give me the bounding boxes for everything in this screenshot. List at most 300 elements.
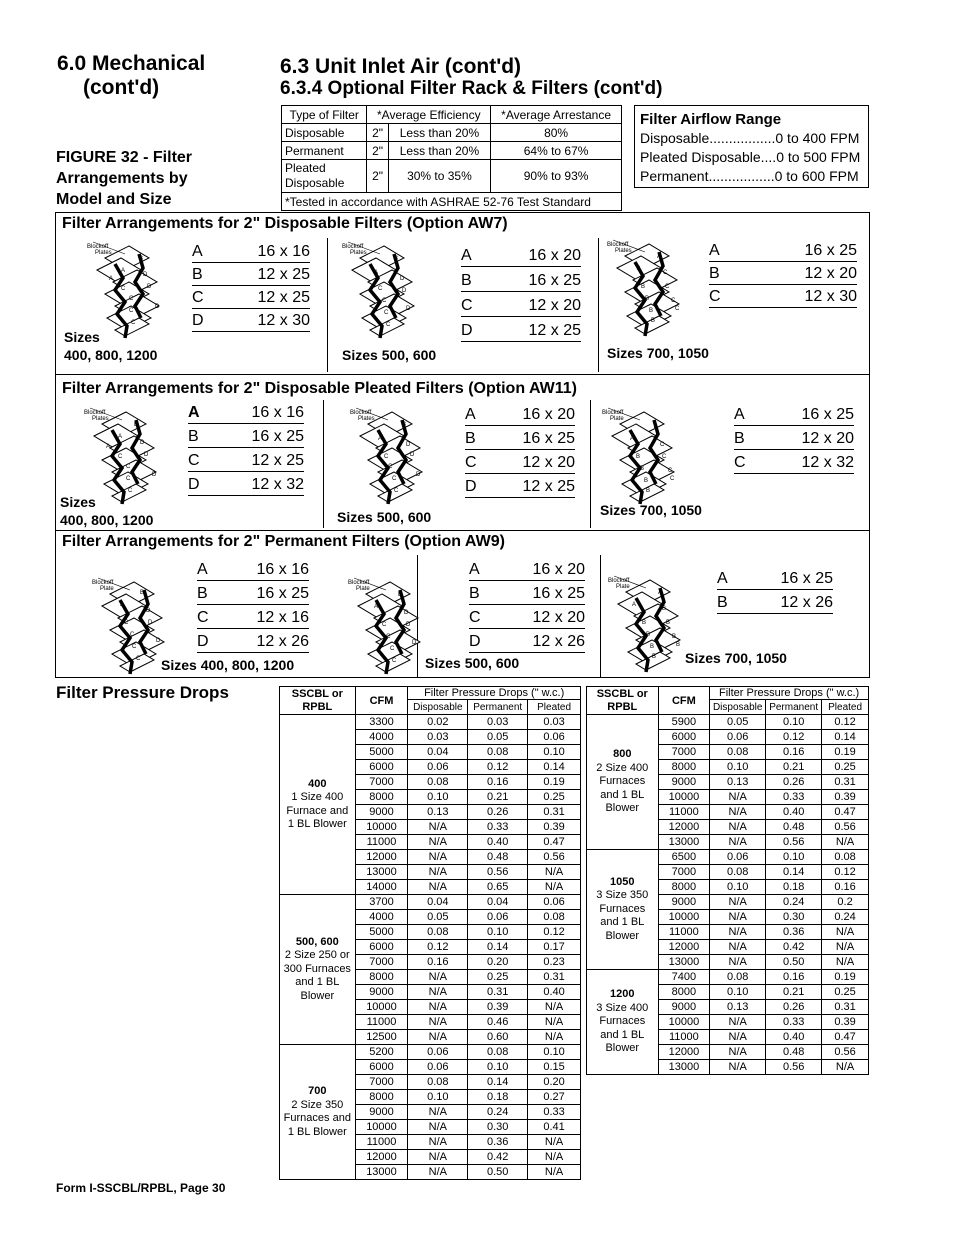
svg-text:B: B	[662, 606, 667, 612]
table-cell: 12000	[658, 820, 710, 835]
table-cell: 0.39	[822, 790, 869, 805]
table-cell: 0.26	[468, 805, 528, 820]
svg-text:D: D	[147, 284, 152, 290]
table-cell: 10000	[355, 820, 408, 835]
table-cell: 11000	[355, 1135, 408, 1150]
svg-text:C: C	[118, 454, 123, 460]
svg-text:D: D	[400, 276, 405, 282]
svg-text:C: C	[128, 488, 133, 494]
svg-text:B: B	[402, 422, 407, 428]
table-cell: 12000	[658, 940, 710, 955]
svg-text:Plate: Plate	[100, 586, 114, 592]
table-cell: 0.10	[408, 1090, 468, 1105]
table-cell: 9000	[658, 775, 710, 790]
table-cell: 12500	[355, 1030, 408, 1045]
table-cell: 0.08	[710, 745, 766, 760]
table-cell: 0.36	[468, 1135, 528, 1150]
table-cell: 0.48	[766, 820, 822, 835]
table-row	[587, 970, 869, 985]
table-cell: 0.10	[468, 1060, 528, 1075]
table-cell: 0.10	[710, 760, 766, 775]
filter-diagram-aw11-2	[348, 406, 448, 506]
table-cell: 0.08	[408, 925, 468, 940]
svg-text:D: D	[416, 472, 421, 478]
svg-text:Plate: Plate	[616, 584, 630, 590]
table-cell: 0.19	[528, 775, 581, 790]
svg-text:Plates: Plates	[92, 416, 109, 422]
table-cell: 0.10	[766, 850, 822, 865]
table-cell: 11000	[658, 925, 710, 940]
svg-text:B: B	[140, 590, 145, 596]
table-cell: 0.12	[468, 760, 528, 775]
figure-caption: FIGURE 32 - Filter Arrangements by Model and Size	[56, 149, 193, 208]
table-cell: 7000	[355, 1075, 408, 1090]
table-cell: 0.36	[766, 925, 822, 940]
table-cell: 0.25	[822, 985, 869, 1000]
svg-text:C: C	[121, 286, 126, 292]
svg-text:A: A	[378, 436, 383, 442]
table-cell: 13000	[658, 835, 710, 850]
table-cell: 9000	[658, 1000, 710, 1015]
svg-text:D: D	[410, 452, 415, 458]
table-cell: 0.48	[766, 1045, 822, 1060]
table-cell: N/A	[408, 835, 468, 850]
svg-text:C: C	[390, 646, 395, 652]
svg-text:D: D	[146, 608, 151, 614]
table-cell: 0.18	[766, 880, 822, 895]
table-cell: 8000	[355, 1090, 408, 1105]
table-cell: N/A	[408, 850, 468, 865]
svg-text:C: C	[126, 464, 131, 470]
table-cell: 0.10	[408, 790, 468, 805]
filter-diagram-aw11-1	[82, 406, 182, 506]
table-cell: 0.40	[766, 805, 822, 820]
table-cell: 0.08	[408, 775, 468, 790]
svg-text:B: B	[640, 466, 645, 472]
svg-text:Blockoff: Blockoff	[350, 410, 372, 416]
section-heading: 6.0 Mechanical	[57, 52, 206, 75]
table-cell: 8000	[658, 760, 710, 775]
table-cell: 0.31	[822, 775, 869, 790]
svg-text:C: C	[388, 464, 393, 470]
svg-text:D: D	[406, 306, 411, 312]
table-cell: N/A	[710, 805, 766, 820]
table-cell: 0.03	[408, 730, 468, 745]
table-cell: N/A	[710, 1060, 766, 1075]
table-cell: 0.26	[766, 775, 822, 790]
svg-text:A: A	[658, 590, 663, 596]
table-row	[280, 715, 581, 730]
svg-text:Blockoff: Blockoff	[602, 410, 624, 416]
table-cell: 0.19	[822, 970, 869, 985]
table-cell: N/A	[710, 910, 766, 925]
filter-diagram-aw7-1	[85, 240, 185, 340]
table-cell: 12000	[658, 1045, 710, 1060]
svg-text:B: B	[394, 256, 399, 262]
table-cell: 0.24	[468, 1105, 528, 1120]
svg-text:Blockoff: Blockoff	[348, 580, 370, 586]
table-cell: 0.16	[408, 955, 468, 970]
table-cell: 0.06	[710, 730, 766, 745]
page-footer: Form I-SSCBL/RPBL, Page 30	[56, 1181, 226, 1195]
svg-text:B: B	[641, 284, 646, 290]
table-row	[587, 715, 869, 730]
table-cell: 0.30	[468, 1120, 528, 1135]
svg-text:A: A	[374, 270, 379, 276]
table-cell: 0.30	[766, 910, 822, 925]
pressure-table-right: SSCBL or RPBL CFM Filter Pressure Drops (" w.c.) Disposable Permanent Pleated 800 2 Size 400 Furnaces and 1 BL Blower 5900 0.05 0.10 0.12 6000 0.06 0.12 0.14 7000 0.08 0.16 0.19 8000 0.10 0.21 0.25 9000 0.13 0.26 0.31 10000 N/A 0.33 0.39 11000 N/A 0.40 0.47 12000 N/A 0.48 0.56 13000 N/A 0.56 N/A 1050 3 Size 350 Furnaces and 1 BL Blower 6500 0.06 0.10 0.08 7000 0.08 0.14 0.12 8000 0.10 0.18 0.16 9000 N/A 0.24 0.2 10000 N/A 0.30 0.24 11000 N/A 0.36 N/A 12000 N/A 0.42 N/A 13000 N/A 0.50 N/A 1200 3 Size 400 Furnaces and 1 BL Blower 7400 0.08 0.16 0.19 8000 0.10 0.21 0.25 9000 0.13 0.26 0.31 10000 N/A 0.33 0.39 11000 N/A 0.40 0.47 12000 N/A 0.48 0.56 13000 N/A 0.56 N/A	[586, 686, 869, 1075]
table-cell: 0.31	[822, 1000, 869, 1015]
model-cell: 500, 600 2 Size 250 or 300 Furnaces and 1 BL Blower	[280, 895, 356, 1045]
model-cell: 800 2 Size 400 Furnaces and 1 BL Blower	[587, 715, 659, 850]
table-cell: 13000	[658, 1060, 710, 1075]
model-cell: 400 1 Size 400 Furnace and 1 BL Blower	[280, 715, 356, 895]
svg-text:C: C	[129, 308, 134, 314]
svg-text:Plates: Plates	[615, 248, 632, 254]
table-cell: 0.08	[468, 745, 528, 760]
table-cell: 0.42	[468, 1150, 528, 1165]
svg-text:B: B	[139, 256, 144, 262]
table-cell: N/A	[710, 895, 766, 910]
dim-list-aw7-2: A 16 x 20 B 16 x 25 C 12 x 20 D 12 x 25	[461, 242, 581, 342]
table-cell: 0.08	[528, 910, 581, 925]
airflow-range-box: Filter Airflow Range Disposable.................0 to 400 FPM Pleated Disposable....0 to 500 FPM Permanent.................0 to 600 FPM	[634, 105, 869, 188]
svg-text:B: B	[676, 642, 681, 648]
svg-text:B: B	[652, 654, 657, 660]
svg-text:B: B	[636, 454, 641, 460]
table-cell: N/A	[822, 1060, 869, 1075]
table-cell: 0.10	[528, 745, 581, 760]
section-title-aw9: Filter Arrangements for 2" Permanent Filters (Option AW9)	[62, 533, 505, 550]
svg-text:C: C	[663, 270, 668, 276]
table-cell: 0.40	[528, 985, 581, 1000]
table-cell: N/A	[408, 820, 468, 835]
svg-text:D: D	[412, 640, 417, 646]
table-cell: 0.25	[528, 790, 581, 805]
table-cell: 8000	[355, 790, 408, 805]
table-cell: 0.03	[468, 715, 528, 730]
table-cell: N/A	[710, 820, 766, 835]
table-cell: 10000	[355, 1000, 408, 1015]
table-cell: N/A	[822, 955, 869, 970]
table-cell: 5200	[355, 1045, 408, 1060]
svg-text:A: A	[118, 434, 123, 440]
svg-text:B: B	[649, 308, 654, 314]
svg-text:C: C	[386, 322, 391, 328]
svg-text:D: D	[406, 622, 411, 628]
table-cell: N/A	[710, 940, 766, 955]
svg-text:Plates: Plates	[95, 250, 112, 256]
table-cell: 0.19	[822, 745, 869, 760]
filter-diagram-aw11-3	[600, 406, 700, 506]
table-cell: 11000	[355, 1015, 408, 1030]
table-cell: 5000	[355, 745, 408, 760]
table-cell: 10000	[658, 790, 710, 805]
table-cell: 13000	[355, 1165, 408, 1180]
svg-text:B: B	[646, 632, 651, 638]
table-cell: N/A	[528, 1150, 581, 1165]
table-cell: N/A	[408, 1015, 468, 1030]
sizes-label-aw11-2: Sizes 500, 600	[337, 509, 432, 525]
table-cell: 0.16	[766, 745, 822, 760]
svg-text:C: C	[670, 476, 675, 482]
table-cell: 0.33	[766, 790, 822, 805]
table-cell: N/A	[408, 970, 468, 985]
svg-text:B: B	[644, 478, 649, 484]
page-title: 6.3 Unit Inlet Air (cont'd)	[280, 55, 522, 78]
table-cell: N/A	[528, 1000, 581, 1015]
svg-text:C: C	[124, 620, 129, 626]
table-cell: 0.21	[766, 985, 822, 1000]
svg-text:C: C	[126, 476, 131, 482]
table-cell: 0.13	[710, 775, 766, 790]
table-cell: 5900	[658, 715, 710, 730]
svg-text:D: D	[148, 620, 153, 626]
table-cell: N/A	[408, 1000, 468, 1015]
table-cell: 0.56	[468, 865, 528, 880]
table-cell: 0.46	[468, 1015, 528, 1030]
table-cell: 0.14	[468, 1075, 528, 1090]
pressure-table-left: SSCBL or RPBL CFM Filter Pressure Drops (" w.c.) Disposable Permanent Pleated 400 1 Size 400 Furnace and 1 BL Blower 3300 0.02 0.03 0.03 4000 0.03 0.05 0.06 5000 0.04 0.08 0.10 6000 0.06 0.12 0.14 7000 0.08 0.16 0.19 8000 0.10 0.21 0.25 9000 0.13 0.26 0.31 10000 N/A 0.33 0.39 11000 N/A 0.40 0.47 12000 N/A 0.48 0.56 13000 N/A 0.56 N/A 14000 N/A 0.65 N/A 500, 600 2 Size 250 or 300 Furnaces and 1 BL Blower 3700 0.04 0.04 0.06 4000 0.05 0.06 0.08 5000 0.08 0.10 0.12 6000 0.12 0.14 0.17 7000 0.16 0.20 0.23 8000 N/A 0.25 0.31 9000 N/A 0.31 0.40 10000 N/A 0.39 N/A 11000 N/A 0.46 N/A 12500 N/A 0.60 N/A 700 2 Size 350 Furnaces and 1 BL Blower 5200 0.06 0.08 0.10 6000 0.06 0.10 0.15 7000 0.08 0.14 0.20 8000 0.10 0.18 0.27 9000 N/A 0.24 0.33 10000 N/A 0.30 0.41 11000 N/A 0.36 N/A 12000 N/A 0.42 N/A 13000 N/A 0.50 N/A	[279, 686, 581, 1180]
svg-text:C: C	[136, 656, 141, 662]
table-cell: 0.25	[468, 970, 528, 985]
svg-text:Blockoff: Blockoff	[84, 410, 106, 416]
table-cell: 0.47	[822, 805, 869, 820]
svg-text:A: A	[630, 436, 635, 442]
table-cell: 0.06	[468, 910, 528, 925]
model-cell: 1050 3 Size 350 Furnaces and 1 BL Blower	[587, 850, 659, 970]
svg-text:D: D	[404, 610, 409, 616]
dim-list-aw11-3: A 16 x 25 B 12 x 20 C 12 x 32	[734, 402, 854, 474]
svg-text:A: A	[121, 268, 126, 274]
svg-text:B: B	[134, 422, 139, 428]
filter-diagram-aw7-2	[340, 240, 440, 340]
svg-text:C: C	[392, 658, 397, 664]
table-cell: 0.05	[710, 715, 766, 730]
table-cell: 0.31	[528, 970, 581, 985]
svg-text:B: B	[645, 296, 650, 302]
table-cell: 8000	[658, 985, 710, 1000]
section-heading-cont: (cont'd)	[83, 76, 160, 99]
table-cell: 0.04	[408, 895, 468, 910]
table-cell: 10000	[658, 1015, 710, 1030]
table-cell: 12000	[355, 1150, 408, 1165]
svg-text:Plates: Plates	[358, 416, 375, 422]
section-title-aw11: Filter Arrangements for 2" Disposable Pleated Filters (Option AW11)	[62, 380, 577, 397]
table-cell: 0.06	[408, 1045, 468, 1060]
table-cell: 14000	[355, 880, 408, 895]
svg-text:C: C	[382, 622, 387, 628]
table-cell: 0.08	[710, 970, 766, 985]
svg-text:C: C	[671, 298, 676, 304]
svg-text:A: A	[632, 602, 637, 608]
table-cell: 0.14	[766, 865, 822, 880]
table-cell: N/A	[710, 925, 766, 940]
table-cell: 0.23	[528, 955, 581, 970]
svg-text:Blockoff: Blockoff	[608, 578, 630, 584]
table-cell: 0.06	[710, 850, 766, 865]
table-cell: 11000	[658, 805, 710, 820]
dim-list-aw9-1: A 16 x 16 B 16 x 25 C 12 x 16 D 12 x 26	[197, 557, 309, 653]
table-cell: 0.56	[822, 1045, 869, 1060]
table-cell: 0.56	[528, 850, 581, 865]
table-cell: 0.02	[408, 715, 468, 730]
svg-text:B: B	[672, 634, 677, 640]
table-cell: 11000	[658, 1030, 710, 1045]
table-cell: 0.10	[710, 880, 766, 895]
table-cell: 0.50	[766, 955, 822, 970]
svg-text:A: A	[120, 602, 125, 608]
svg-text:B: B	[642, 620, 647, 626]
table-cell: 0.06	[528, 895, 581, 910]
table-cell: 0.16	[468, 775, 528, 790]
table-cell: 0.47	[822, 1030, 869, 1045]
table-cell: 7000	[355, 955, 408, 970]
dim-list-aw9-2: A 16 x 20 B 16 x 25 C 12 x 20 D 12 x 26	[469, 557, 585, 653]
svg-text:D: D	[140, 440, 145, 446]
table-cell: 10000	[658, 910, 710, 925]
table-cell: 0.03	[528, 715, 581, 730]
table-cell: 0.12	[822, 715, 869, 730]
table-cell: 0.24	[766, 895, 822, 910]
svg-text:Blockoff: Blockoff	[342, 244, 364, 250]
sizes-label-aw9-2: Sizes 500, 600	[425, 655, 520, 671]
svg-text:C: C	[384, 310, 389, 316]
svg-text:Blockoff: Blockoff	[92, 580, 114, 586]
table-cell: 5000	[355, 925, 408, 940]
dim-list-aw7-1: A 16 x 16 B 12 x 25 C 12 x 25 D 12 x 30	[192, 240, 310, 332]
table-cell: 0.06	[408, 1060, 468, 1075]
table-cell: 7000	[355, 775, 408, 790]
table-cell: 6500	[658, 850, 710, 865]
table-cell: 0.39	[528, 820, 581, 835]
svg-text:D: D	[152, 472, 157, 478]
table-cell: 0.56	[766, 1060, 822, 1075]
model-cell: 700 2 Size 350 Furnaces and 1 BL Blower	[280, 1045, 356, 1180]
table-cell: 0.33	[528, 1105, 581, 1120]
table-cell: 0.39	[468, 1000, 528, 1015]
svg-text:C: C	[668, 468, 673, 474]
sizes-label-aw9-3: Sizes 700, 1050	[685, 650, 787, 666]
svg-text:A: A	[657, 254, 662, 260]
filter-type-table: Type of Filter *Average Efficiency *Average Arrestance Disposable 2" Less than 20% 80% Permanent 2" Less than 20% 64% to 67% Pleated Disposable 2" 30% to 35% 90% to 93% *Tested in accordance with ASHRAE 52-76 Test Standard	[281, 105, 622, 211]
table-cell: N/A	[528, 880, 581, 895]
table-cell: 4000	[355, 910, 408, 925]
svg-text:C: C	[665, 284, 670, 290]
table-cell: N/A	[528, 1135, 581, 1150]
svg-text:A: A	[654, 424, 659, 430]
svg-text:C: C	[394, 488, 399, 494]
table-cell: 0.31	[528, 805, 581, 820]
svg-text:A: A	[106, 444, 111, 450]
table-cell: 0.12	[766, 730, 822, 745]
svg-text:C: C	[129, 296, 134, 302]
table-cell: 0.08	[710, 865, 766, 880]
table-cell: 0.20	[468, 955, 528, 970]
svg-text:B: B	[646, 488, 651, 494]
table-cell: 11000	[355, 835, 408, 850]
table-row	[280, 895, 581, 910]
page-subtitle: 6.3.4 Optional Filter Rack & Filters (cont'd)	[280, 78, 663, 99]
svg-text:Plate: Plate	[610, 416, 624, 422]
table-cell: 0.2	[822, 895, 869, 910]
table-cell: 0.25	[822, 760, 869, 775]
table-cell: 0.40	[766, 1030, 822, 1045]
svg-text:D: D	[155, 304, 160, 310]
table-cell: 0.14	[468, 940, 528, 955]
table-cell: 6000	[355, 940, 408, 955]
table-cell: 0.10	[766, 715, 822, 730]
table-cell: 9000	[355, 985, 408, 1000]
table-cell: 0.20	[528, 1075, 581, 1090]
table-cell: 7000	[658, 865, 710, 880]
table-cell: 6000	[355, 1060, 408, 1075]
table-cell: 0.14	[822, 730, 869, 745]
table-cell: 8000	[355, 970, 408, 985]
table-cell: N/A	[408, 1030, 468, 1045]
table-cell: N/A	[822, 835, 869, 850]
table-cell: 0.21	[766, 760, 822, 775]
svg-text:D: D	[402, 288, 407, 294]
table-cell: N/A	[408, 1135, 468, 1150]
sizes-label-aw7-1: Sizes 400, 800, 1200	[64, 329, 158, 363]
table-cell: N/A	[822, 925, 869, 940]
sizes-label-aw11-3: Sizes 700, 1050	[600, 502, 702, 518]
table-cell: N/A	[408, 1150, 468, 1165]
table-cell: N/A	[528, 1030, 581, 1045]
table-cell: 0.08	[822, 850, 869, 865]
table-cell: 0.65	[468, 880, 528, 895]
sizes-label-aw9-1: Sizes 400, 800, 1200	[161, 657, 295, 673]
svg-text:Plate: Plate	[356, 586, 370, 592]
table-cell: N/A	[710, 955, 766, 970]
table-cell: 0.56	[766, 835, 822, 850]
table-cell: 9000	[658, 895, 710, 910]
table-cell: 0.21	[468, 790, 528, 805]
table-cell: 0.31	[468, 985, 528, 1000]
table-cell: 0.40	[468, 835, 528, 850]
svg-text:C: C	[131, 320, 136, 326]
table-cell: 0.14	[528, 760, 581, 775]
table-cell: 3700	[355, 895, 408, 910]
sizes-label-aw7-3: Sizes 700, 1050	[607, 345, 709, 361]
filter-diagram-aw7-3	[605, 238, 705, 338]
table-cell: N/A	[710, 1015, 766, 1030]
section-title-aw7: Filter Arrangements for 2" Disposable Filters (Option AW7)	[62, 215, 508, 232]
model-cell: 1200 3 Size 400 Furnaces and 1 BL Blower	[587, 970, 659, 1075]
svg-text:Blockoff: Blockoff	[607, 242, 629, 248]
table-cell: 0.33	[468, 820, 528, 835]
table-cell: N/A	[822, 940, 869, 955]
dim-list-aw7-3: A 16 x 25 B 12 x 20 C 12 x 30	[709, 239, 857, 308]
svg-text:C: C	[132, 644, 137, 650]
table-cell: 0.24	[822, 910, 869, 925]
table-cell: 0.06	[528, 730, 581, 745]
table-cell: N/A	[710, 790, 766, 805]
dim-list-aw11-2: A 16 x 20 B 16 x 25 C 12 x 20 D 12 x 25	[465, 402, 575, 498]
table-cell: 10000	[355, 1120, 408, 1135]
table-cell: 6000	[355, 760, 408, 775]
table-cell: 0.48	[468, 850, 528, 865]
table-cell: N/A	[710, 835, 766, 850]
table-cell: 3300	[355, 715, 408, 730]
table-row	[280, 1045, 581, 1060]
svg-text:B: B	[650, 644, 655, 650]
svg-text:C: C	[382, 298, 387, 304]
table-cell: N/A	[408, 985, 468, 1000]
table-cell: 0.17	[528, 940, 581, 955]
svg-text:D: D	[143, 272, 148, 278]
